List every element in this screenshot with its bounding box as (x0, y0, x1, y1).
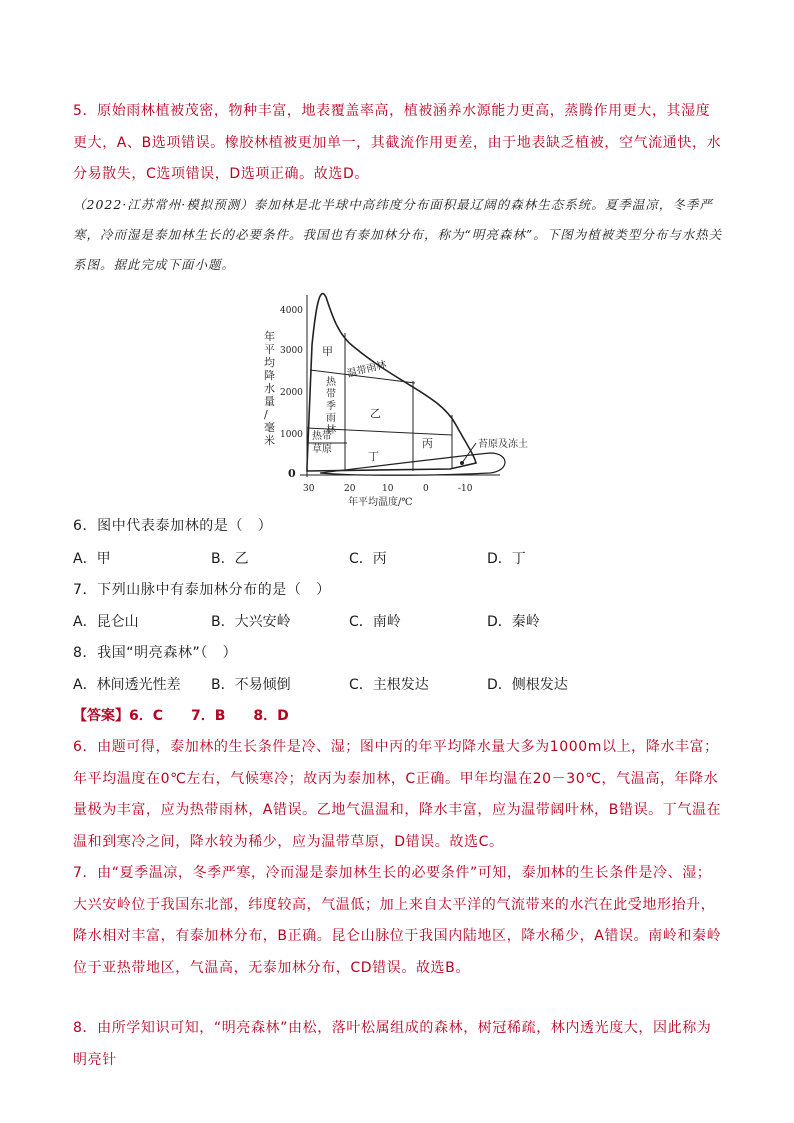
region-savanna (312, 429, 332, 455)
vertical-char: 热 (326, 377, 336, 388)
answer-line: 【答案】6．C 7．B 8．D (73, 708, 289, 724)
vertical-char: 雨 (326, 413, 336, 424)
q8-option-d: D．侧根发达 (487, 677, 568, 693)
y-tick: 4000 (280, 306, 303, 316)
q8-option-a: A．林间透光性差 (73, 677, 181, 693)
vertical-char: 林 (326, 425, 336, 436)
q7-option-b: B．大兴安岭 (211, 614, 291, 630)
vertical-char: 米 (264, 434, 275, 447)
question-6: 6．图中代表泰加林的是（ ） (73, 518, 273, 534)
y-tick: 3000 (280, 346, 303, 356)
x-tick: 10 (382, 484, 394, 494)
tundra-arrow (462, 443, 476, 463)
q6-option-a: A．甲 (73, 551, 111, 567)
x-tick: 0 (423, 484, 429, 494)
region-tundra: 苔原及冻土 (478, 439, 528, 450)
explanation-8: 8．由所学知识可知，“明亮森林”由松，落叶松属组成的森林，树冠稀疏，林内透光度大，因此称为明亮针 (73, 1020, 712, 1068)
vegetation-climate-chart (250, 285, 550, 510)
vertical-char: 季 (326, 401, 336, 412)
region-bing: 丙 (422, 437, 433, 450)
q8-option-c: C．主根发达 (349, 677, 429, 693)
q7-option-d: D．秦岭 (487, 614, 540, 630)
region-yi: 乙 (370, 407, 381, 420)
svg-text:热带草原 (312, 429, 332, 455)
q6-option-c: C．丙 (349, 551, 387, 567)
question-8: 8．我国“明亮森林”（ ） (73, 645, 238, 661)
y-tick: 1000 (280, 430, 303, 440)
y-axis-label (264, 329, 275, 447)
y-ticks (280, 306, 303, 480)
svg-text:热带季雨林 (326, 375, 337, 436)
y-tick: 2000 (280, 388, 303, 398)
q6-option-b: B．乙 (211, 551, 249, 567)
q8-option-b: B．不易倾倒 (211, 677, 291, 693)
vertical-char: 平 (264, 343, 275, 356)
vertical-char: 水 (264, 382, 275, 395)
x-tick: 30 (303, 484, 315, 494)
vertical-char: / (264, 408, 268, 421)
q7-option-a: A．昆仑山 (73, 614, 139, 630)
vertical-char: 带 (326, 389, 336, 400)
vertical-char: 量 (264, 395, 275, 408)
q6-option-d: D．丁 (487, 551, 526, 567)
question-intro: （2022·江苏常州·模拟预测）泰加林是北半球中高纬度分布面积最辽阔的森林生态系统。夏季温凉，冬季严寒，冷而湿是泰加林生长的必要条件。我国也有泰加林分布，称为“明亮森林”。下图为植被类型分布与水热关系图。据此完成下面小题。 (73, 197, 723, 272)
savanna-line: 热带 (312, 431, 332, 442)
x-tick: 20 (344, 484, 356, 494)
vertical-char: 降 (264, 369, 275, 382)
explanation-7: 7．由“夏季温凉，冬季严寒，冷而湿是泰加林生长的必要条件”可知，泰加林的生长条件是冷、湿；大兴安岭位于我国东北部，纬度较高，气温低；加上来自太平洋的气流带来的水汽在此受地形抬升，降水相对丰富，有泰加林分布，B正确。昆仑山脉位于我国内陆地区，降水稀少，A错误。南岭和秦岭位于亚热带地区，气温高，无泰加林分布，CD错误。故选B。 (73, 865, 722, 976)
explanation-5: 5．原始雨林植被茂密，物种丰富，地表覆盖率高，植被涵养水源能力更高，蒸腾作用更大，其湿度更大，A、B选项错误。橡胶林植被更加单一，其截流作用更差，由于地表缺乏植被，空气流通快，水分易散失，C选项错误，D选项正确。故选D。 (73, 103, 722, 182)
chart-svg (250, 285, 550, 510)
region-tropical-seasonal (326, 375, 337, 436)
x-ticks (303, 484, 473, 494)
explanation-6: 6．由题可得，泰加林的生长条件是冷、湿；图中丙的年平均降水量大多为1000m以上，降水丰富；年平均温度在0℃左右，气候寒冷；故丙为泰加林，C正确。甲年均温在20－30℃，气温高，年降水量极为丰富，应为热带雨林，A错误。乙地气温温和，降水丰富，应为温带阔叶林，B错误。丁气温在温和到寒冷之间，降水较为稀少，应为温带草原，D错误。故选C。 (73, 739, 722, 850)
q7-option-c: C．南岭 (349, 614, 401, 630)
tundra-arrow-dot (460, 461, 464, 465)
savanna-line: 草原 (312, 444, 332, 455)
x-axis-label: 年平均温度/℃ (348, 497, 413, 508)
region-jia: 甲 (322, 345, 333, 358)
vertical-char: 均 (264, 356, 275, 369)
y-tick: 0 (288, 467, 296, 480)
region-temperate: 温带雨林 (346, 359, 388, 380)
question-7: 7．下列山脉中有泰加林分布的是（ ） (73, 582, 331, 598)
x-tick: -10 (458, 484, 473, 494)
region-ding: 丁 (368, 450, 379, 463)
vertical-char: 毫 (264, 421, 275, 434)
y-axis-label-text (264, 329, 275, 447)
vertical-char: 年 (264, 330, 275, 343)
